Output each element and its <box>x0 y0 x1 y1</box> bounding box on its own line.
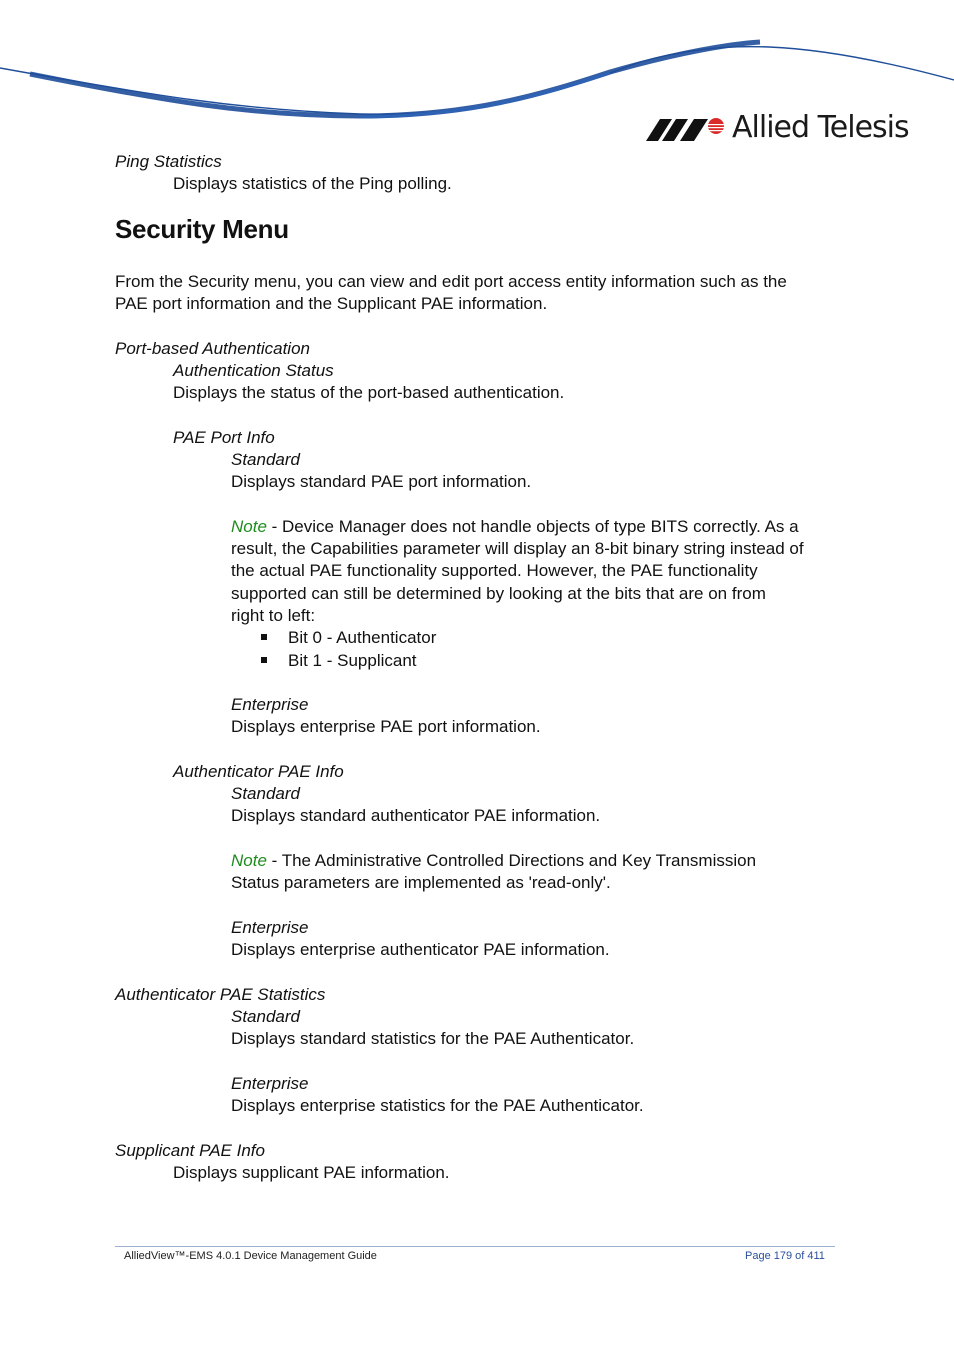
auth-pae-stats-enterprise-title: Enterprise <box>231 1074 309 1093</box>
auth-pae-info-title: Authenticator PAE Info <box>173 762 344 781</box>
auth-pae-note-line1 <box>231 850 756 872</box>
pae-port-note-line5: right to left: <box>231 606 316 625</box>
security-intro-line2: PAE port information and the Supplicant PAE information. <box>115 294 548 313</box>
auth-pae-stats-standard-title: Standard <box>231 1007 300 1026</box>
security-intro-line1: From the Security menu, you can view and edit port access entity information such as the <box>115 272 787 291</box>
pae-port-enterprise-title: Enterprise <box>231 695 309 714</box>
supplicant-pae-info-desc: Displays supplicant PAE information. <box>173 1163 450 1182</box>
pae-port-standard-title: Standard <box>231 450 300 469</box>
brand-name: Allied Telesis <box>732 110 909 145</box>
auth-pae-stats-enterprise-desc: Displays enterprise statistics for the PAE Authenticator. <box>231 1096 644 1115</box>
pae-port-standard-desc: Displays standard PAE port information. <box>231 472 532 491</box>
auth-status-desc: Displays the status of the port-based authentication. <box>173 383 565 402</box>
ping-statistics-title: Ping Statistics <box>115 152 222 171</box>
note-label: Note <box>231 517 267 536</box>
bullet-square-icon <box>261 657 267 663</box>
pae-port-info-title: PAE Port Info <box>173 428 275 447</box>
allied-telesis-logo-mark-icon <box>646 113 726 143</box>
auth-status-title: Authentication Status <box>173 361 334 380</box>
supplicant-pae-info-title: Supplicant PAE Info <box>115 1141 265 1160</box>
bullet-item: Bit 0 - Authenticator <box>288 628 437 647</box>
note-text: - The Administrative Controlled Directions and Key Transmission <box>266 851 757 870</box>
auth-pae-enterprise-title: Enterprise <box>231 918 309 937</box>
footer-page-number: Page 179 of 411 <box>745 1250 825 1262</box>
auth-pae-note-line2: Status parameters are implemented as 'read-only'. <box>231 873 611 892</box>
auth-pae-standard-desc: Displays standard authenticator PAE information. <box>231 806 601 825</box>
note-label: Note <box>231 851 267 870</box>
auth-pae-stats-standard-desc: Displays standard statistics for the PAE Authenticator. <box>231 1029 635 1048</box>
auth-pae-standard-title: Standard <box>231 784 300 803</box>
auth-pae-stats-title: Authenticator PAE Statistics <box>115 985 326 1004</box>
allied-telesis-logo <box>646 110 909 146</box>
pae-port-note-line2: result, the Capabilities parameter will display an 8-bit binary string instead of <box>231 539 804 558</box>
security-menu-heading: Security Menu <box>115 214 289 244</box>
port-auth-title: Port-based Authentication <box>115 339 310 358</box>
bullet-item: Bit 1 - Supplicant <box>288 651 417 670</box>
auth-pae-enterprise-desc: Displays enterprise authenticator PAE information. <box>231 940 610 959</box>
footer-guide-title: AlliedView™-EMS 4.0.1 Device Management Guide <box>124 1250 377 1262</box>
ping-statistics-desc: Displays statistics of the Ping polling. <box>173 174 452 193</box>
pae-port-enterprise-desc: Displays enterprise PAE port information. <box>231 717 541 736</box>
pae-port-note-line4: supported can still be determined by looking at the bits that are on from <box>231 584 766 603</box>
note-text: - Device Manager does not handle objects of type BITS correctly. As a <box>266 517 799 536</box>
pae-port-note-line1 <box>231 516 799 538</box>
footer-divider <box>115 1246 835 1247</box>
pae-port-note-line3: the actual PAE functionality supported. However, the PAE functionality <box>231 561 758 580</box>
bullet-square-icon <box>261 634 267 640</box>
